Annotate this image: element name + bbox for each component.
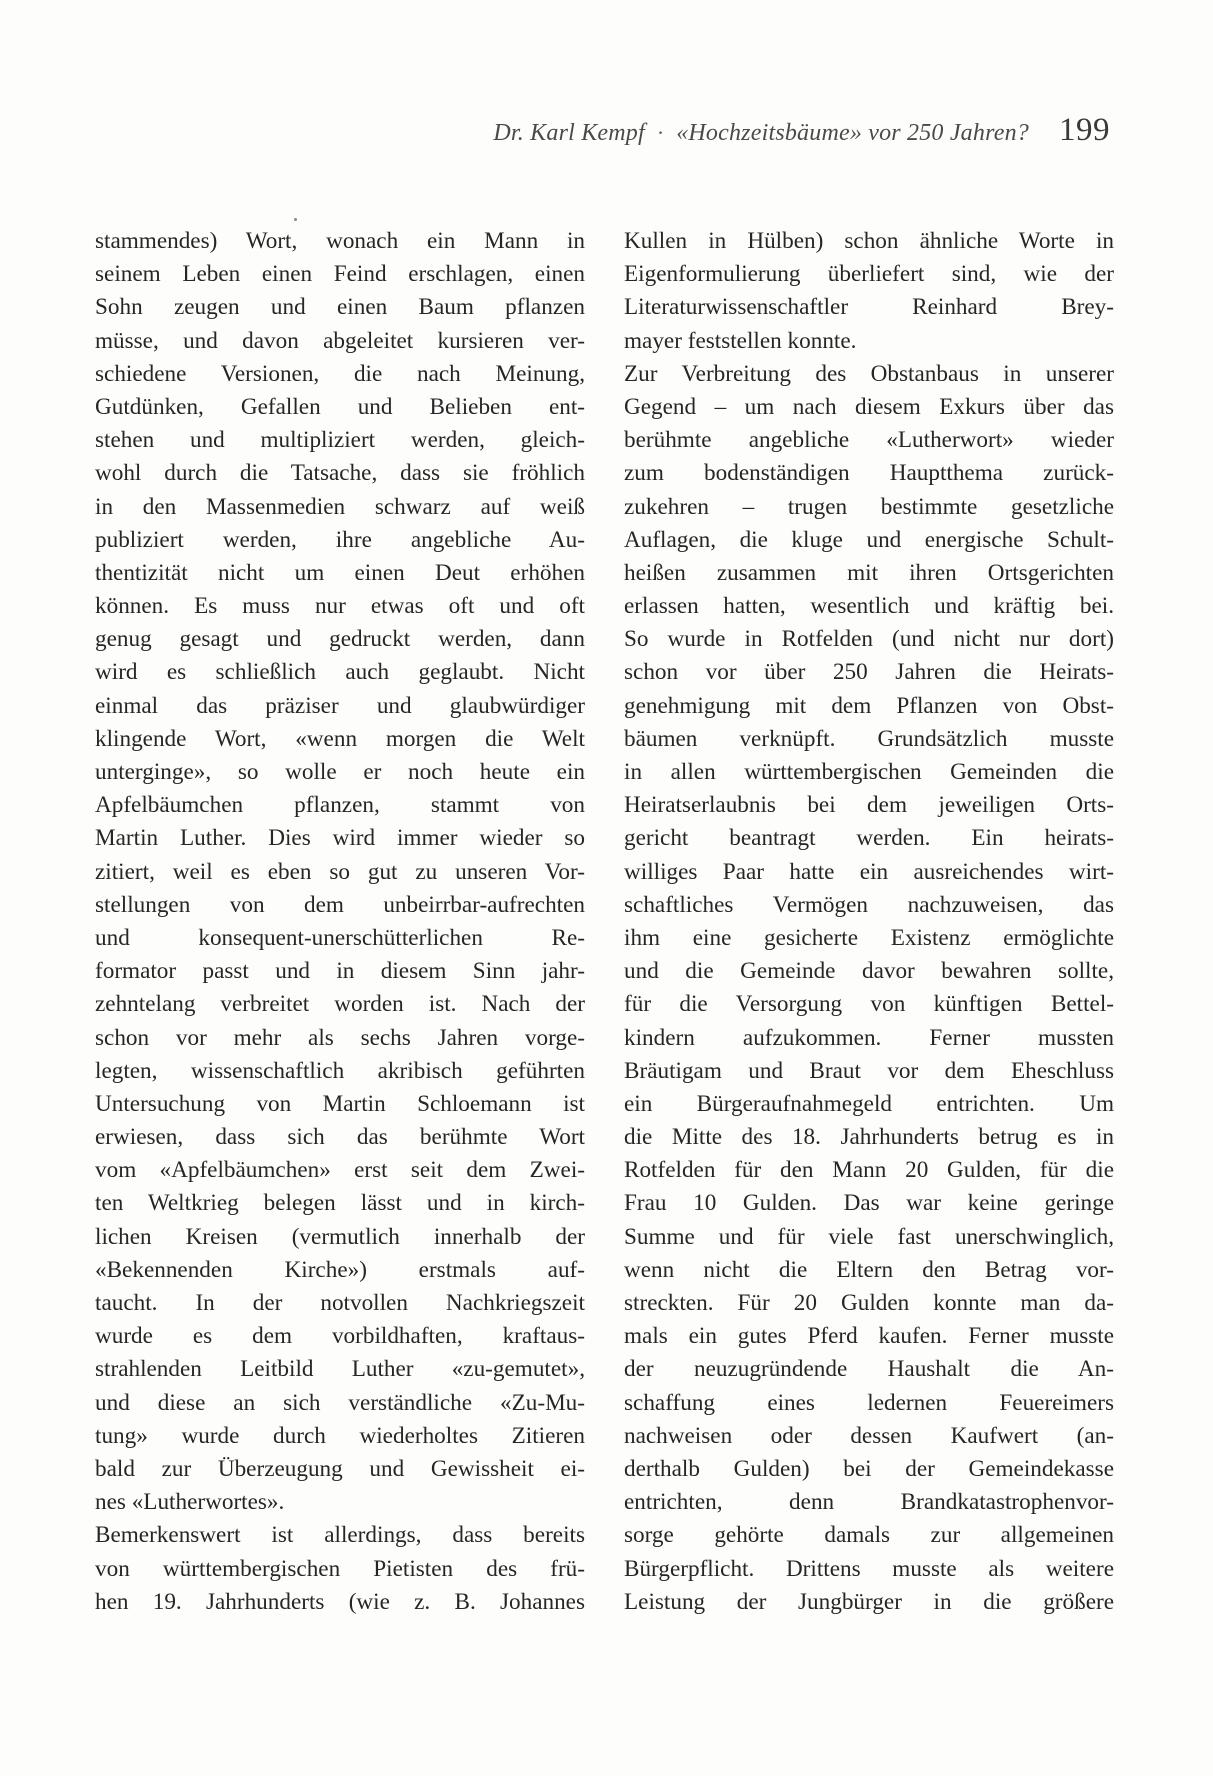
text-line: Bemerkenswert ist allerdings, dass bereits [95, 1522, 585, 1549]
text-line: können. Es muss nur etwas oft und oft [95, 593, 585, 620]
text-line: klingende Wort, «wenn morgen die Welt [95, 725, 585, 752]
text-line: schaftliches Vermögen nachzuweisen, das [624, 891, 1114, 918]
text-line: Kullen in Hülben) schon ähnliche Worte in [624, 228, 1114, 254]
text-line: genug gesagt und gedruckt werden, dann [95, 626, 585, 653]
text-line: in allen württembergischen Gemeinden die [624, 759, 1114, 785]
running-head-separator: · [656, 120, 665, 145]
text-line: müsse, und davon abgeleitet kursieren ver- [95, 327, 585, 354]
text-line: genehmigung mit dem Pflanzen von Obst- [624, 692, 1114, 719]
text-line: So wurde in Rotfelden (und nicht nur dort) [624, 626, 1114, 653]
text-line: erlassen hatten, wesentlich und kräftig bei. [624, 593, 1114, 620]
text-line: Zur Verbreitung des Obstanbaus in unserer [624, 360, 1114, 387]
text-line: wird es schließlich auch geglaubt. Nicht [95, 659, 585, 686]
text-line: erwiesen, dass sich das berühmte Wort [95, 1124, 585, 1151]
text-line: formator passt und in diesem Sinn jahr- [95, 958, 585, 985]
text-line: «Bekennenden Kirche») erstmals auf- [95, 1256, 585, 1283]
text-line: sorge gehörte damals zur allgemeinen [624, 1522, 1114, 1549]
text-line: kindern aufzukommen. Ferner mussten [624, 1024, 1114, 1051]
text-line: zum bodenständigen Hauptthema zurück- [624, 460, 1114, 487]
text-line: stammendes) Wort, wonach ein Mann in [95, 228, 585, 254]
text-line: zehntelang verbreitet worden ist. Nach der [95, 991, 585, 1018]
text-line: Summe und für viele fast unerschwinglich, [624, 1223, 1114, 1250]
page-number: 199 [1059, 112, 1110, 148]
text-column-right [624, 225, 1114, 1619]
text-line: Eigenformulierung überliefert sind, wie der [624, 261, 1114, 288]
text-line: taucht. In der notvollen Nachkriegszeit [95, 1290, 585, 1316]
text-line: mals ein gutes Pferd kaufen. Ferner musste [624, 1323, 1114, 1350]
text-line: legten, wissenschaftlich akribisch geführten [95, 1057, 585, 1084]
text-line: berühmte angebliche «Lutherwort» wieder [624, 427, 1114, 454]
text-line: Bürgerpflicht. Drittens musste als weitere [624, 1555, 1114, 1582]
text-line: zitiert, weil es eben so gut zu unseren Vor- [95, 858, 585, 885]
text-line: Sohn zeugen und einen Baum pflanzen [95, 294, 585, 321]
text-line: bäumen verknüpft. Grundsätzlich musste [624, 725, 1114, 752]
text-line: ten Weltkrieg belegen lässt und in kirch- [95, 1190, 585, 1217]
text-line: Rotfelden für den Mann 20 Gulden, für die [624, 1157, 1114, 1184]
text-line: publiziert werden, ihre angebliche Au- [95, 526, 585, 553]
text-line: gericht beantragt werden. Ein heirats- [624, 825, 1114, 852]
text-line: von württembergischen Pietisten des frü- [95, 1555, 585, 1582]
text-line: derthalb Gulden) bei der Gemeindekasse [624, 1455, 1114, 1482]
text-line: schiedene Versionen, die nach Meinung, [95, 360, 585, 387]
text-line: und die Gemeinde davor bewahren sollte, [624, 958, 1114, 985]
text-line: Frau 10 Gulden. Das war keine geringe [624, 1190, 1114, 1217]
text-line: der neuzugründende Haushalt die An- [624, 1356, 1114, 1383]
text-line: lichen Kreisen (vermutlich innerhalb der [95, 1223, 585, 1250]
text-line: strahlenden Leitbild Luther «zu-gemutet», [95, 1356, 585, 1383]
text-line: nachweisen oder dessen Kaufwert (an- [624, 1422, 1114, 1449]
text-line: Heiratserlaubnis bei dem jeweiligen Orts- [624, 792, 1114, 819]
text-column-left [95, 225, 585, 1619]
text-line: tung» wurde durch wiederholtes Zitieren [95, 1422, 585, 1449]
text-line: Gegend – um nach diesem Exkurs über das [624, 393, 1114, 420]
running-head [493, 112, 1110, 149]
text-line: in den Massenmedien schwarz auf weiß [95, 493, 585, 520]
text-line: ein Bürgeraufnahmegeld entrichten. Um [624, 1090, 1114, 1117]
text-line: stellungen von dem unbeirrbar-aufrechten [95, 891, 585, 918]
text-line: wohl durch die Tatsache, dass sie fröhlich [95, 460, 585, 487]
text-line: Bräutigam und Braut vor dem Eheschluss [624, 1057, 1114, 1084]
text-line: thentizität nicht um einen Deut erhöhen [95, 559, 585, 586]
text-line: Auflagen, die kluge und energische Schult- [624, 526, 1114, 553]
text-line: unterginge», so wolle er noch heute ein [95, 759, 585, 785]
text-line: bald zur Überzeugung und Gewissheit ei- [95, 1455, 585, 1482]
text-line: heißen zusammen mit ihren Ortsgerichten [624, 559, 1114, 586]
text-line: ihm eine gesicherte Existenz ermöglichte [624, 924, 1114, 951]
text-line: streckten. Für 20 Gulden konnte man da- [624, 1290, 1114, 1316]
text-line: hen 19. Jahrhunderts (wie z. B. Johannes [95, 1588, 585, 1615]
text-line: schaffung eines ledernen Feuereimers [624, 1389, 1114, 1416]
running-head-author: Dr. Karl Kempf [493, 120, 645, 146]
print-speck [294, 218, 297, 221]
text-line: wenn nicht die Eltern den Betrag vor- [624, 1256, 1114, 1283]
text-line: einmal das präziser und glaubwürdiger [95, 692, 585, 719]
text-line: schon vor mehr als sechs Jahren vorge- [95, 1024, 585, 1051]
running-head-title: «Hochzeitsbäume» vor 250 Jahren? [676, 120, 1029, 146]
text-line: seinem Leben einen Feind erschlagen, einen [95, 261, 585, 288]
text-line: Untersuchung von Martin Schloemann ist [95, 1090, 585, 1117]
text-line: und diese an sich verständliche «Zu-Mu- [95, 1389, 585, 1416]
text-line: mayer feststellen konnte. [624, 327, 857, 354]
text-line: Leistung der Jungbürger in die größere [624, 1588, 1114, 1615]
text-line: nes «Lutherwortes». [95, 1489, 285, 1516]
text-line: schon vor über 250 Jahren die Heirats- [624, 659, 1114, 686]
text-line: vom «Apfelbäumchen» erst seit dem Zwei- [95, 1157, 585, 1184]
text-line: Gutdünken, Gefallen und Belieben ent- [95, 393, 585, 420]
text-line: zukehren – trugen bestimmte gesetzliche [624, 493, 1114, 520]
text-line: die Mitte des 18. Jahrhunderts betrug es in [624, 1124, 1114, 1151]
text-line: und konsequent-unerschütterlichen Re- [95, 924, 585, 951]
text-line: Literaturwissenschaftler Reinhard Brey- [624, 294, 1114, 321]
text-line: Martin Luther. Dies wird immer wieder so [95, 825, 585, 852]
text-line: wurde es dem vorbildhaften, kraftaus- [95, 1323, 585, 1350]
text-line: williges Paar hatte ein ausreichendes wirt- [624, 858, 1114, 885]
text-line: entrichten, denn Brandkatastrophenvor- [624, 1489, 1114, 1516]
text-line: für die Versorgung von künftigen Bettel- [624, 991, 1114, 1018]
text-line: Apfelbäumchen pflanzen, stammt von [95, 792, 585, 819]
text-line: stehen und multipliziert werden, gleich- [95, 427, 585, 454]
